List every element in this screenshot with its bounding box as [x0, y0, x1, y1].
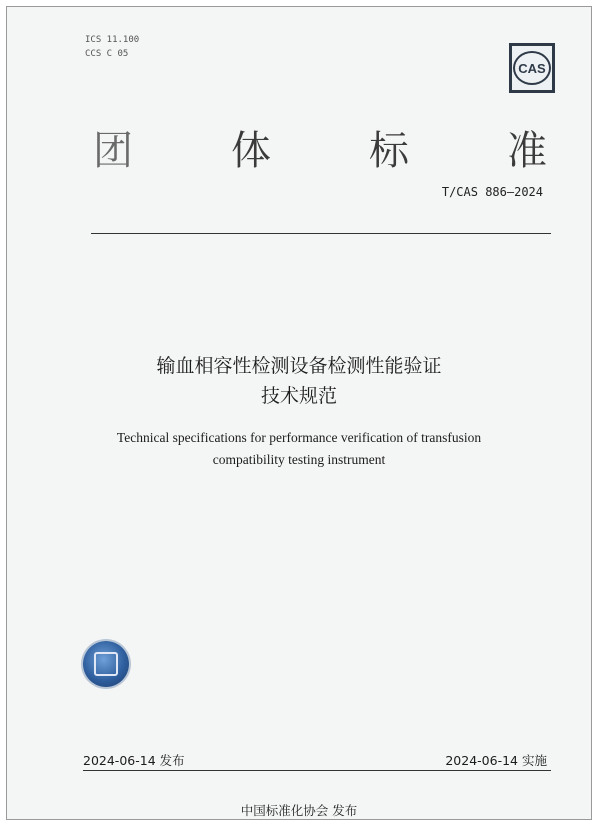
release-label: 发布 — [159, 753, 185, 768]
cas-logo-text: CAS — [513, 51, 551, 85]
publisher: 中国标准化协会 发布 — [240, 803, 358, 818]
seal-core-icon — [94, 652, 118, 676]
doc-type-char: 准 — [507, 128, 547, 174]
document-type-heading — [93, 119, 547, 176]
standard-number: T/CAS 886—2024 — [441, 185, 543, 199]
ics-code: ICS 11.100 — [85, 35, 140, 45]
top-divider — [91, 233, 551, 234]
doc-type-char: 标 — [369, 128, 409, 174]
implement-label: 实施 — [521, 753, 547, 768]
dates-row — [83, 751, 547, 769]
implement-date — [445, 751, 547, 769]
title-chinese — [7, 351, 591, 411]
cas-logo-icon — [509, 43, 555, 93]
doc-type-char: 团 — [93, 128, 133, 174]
ccs-code: CCS C 05 — [85, 49, 129, 59]
title-en-line1: Technical specifications for performance verification of transfusion — [116, 430, 482, 445]
doc-type-char: 体 — [231, 128, 271, 174]
title-cn-line1: 输血相容性检测设备检测性能验证 — [156, 355, 442, 377]
release-date-value: 2024-06-14 — [83, 753, 156, 768]
title-en-line2: compatibility testing instrument — [212, 452, 386, 467]
title-english — [7, 427, 591, 471]
implement-date-value: 2024-06-14 — [445, 753, 518, 768]
certification-seal-icon — [83, 641, 129, 687]
title-cn-line2: 技术规范 — [260, 385, 337, 407]
release-date — [83, 751, 185, 769]
classification-codes — [85, 33, 139, 61]
bottom-divider — [83, 770, 551, 771]
document-page — [6, 6, 592, 820]
